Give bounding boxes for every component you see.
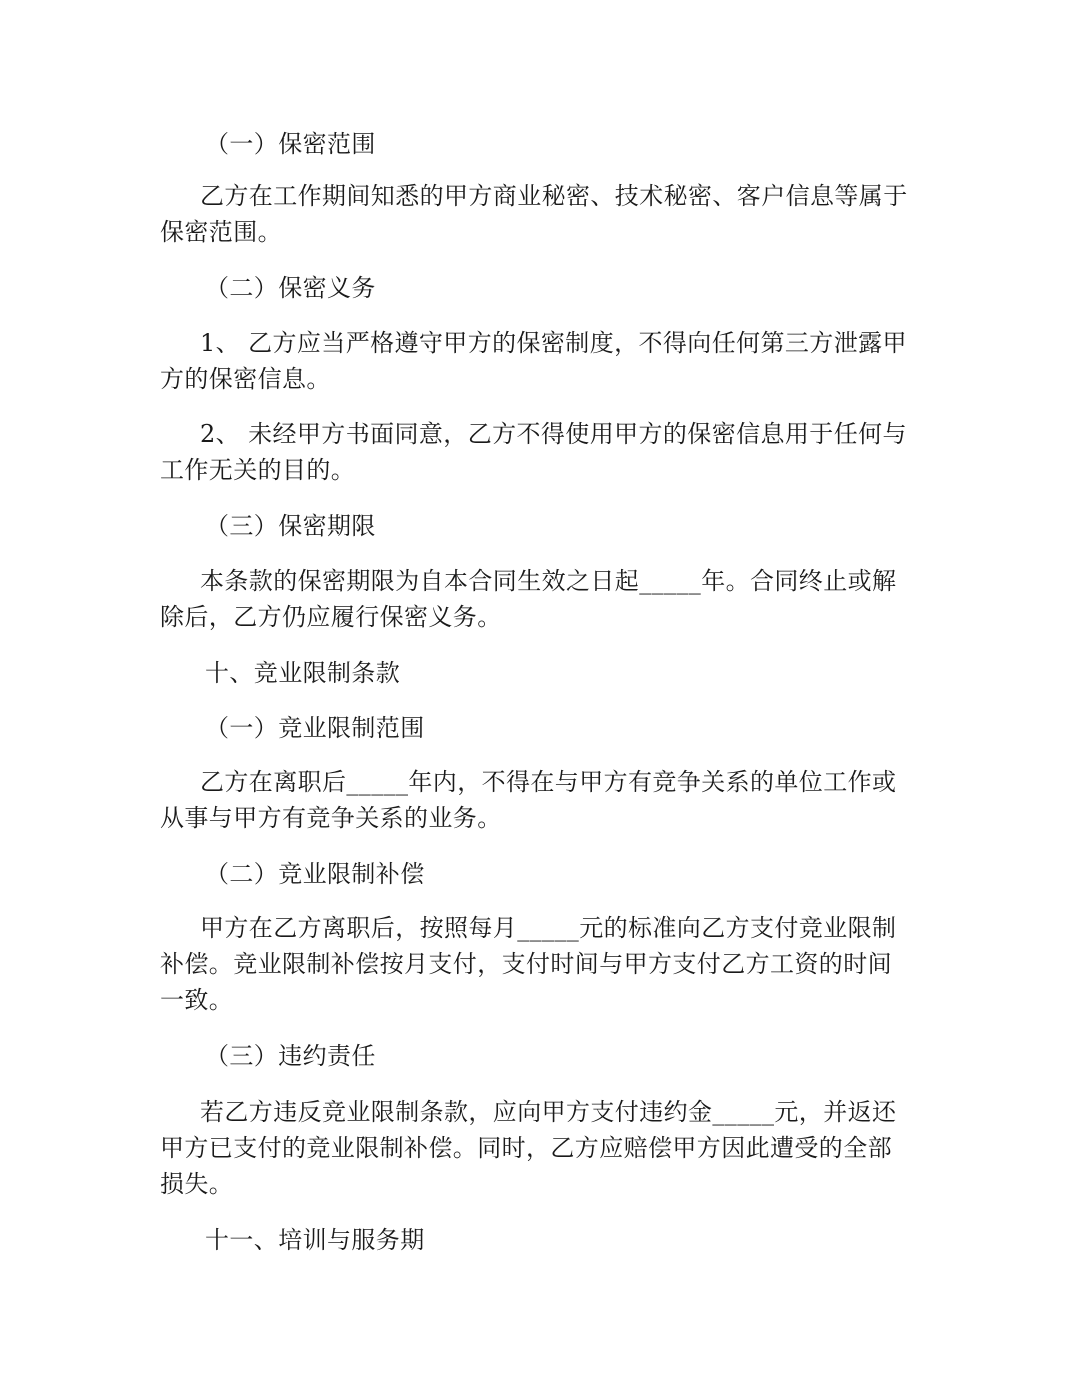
paragraph-line: 若乙方违反竞业限制条款，应向甲方支付违约金_____元，并返还 [200,1098,897,1126]
paragraph-line: 1、 乙方应当严格遵守甲方的保密制度，不得向任何第三方泄露甲 [200,329,907,357]
paragraph-line: 补偿。竞业限制补偿按月支付，支付时间与甲方支付乙方工资的时间 [160,950,892,978]
paragraph-line: 一致。 [160,986,234,1014]
section-heading: （三）违约责任 [205,1042,376,1070]
paragraph [160,910,920,1018]
section-heading: （一）竞业限制范围 [205,714,425,742]
paragraph-line: 损失。 [160,1170,234,1198]
section-heading: （一）保密范围 [205,130,376,158]
paragraph-line: 乙方在离职后_____年内，不得在与甲方有竞争关系的单位工作或 [200,768,897,796]
paragraph-line: 甲方已支付的竞业限制补偿。同时，乙方应赔偿甲方因此遭受的全部 [160,1134,892,1162]
section-heading: （三）保密期限 [205,512,376,540]
paragraph [160,764,920,836]
paragraph-line: 本条款的保密期限为自本合同生效之日起_____年。合同终止或解 [200,567,897,595]
paragraph [160,1094,920,1202]
section-heading: （二）竞业限制补偿 [205,860,425,888]
paragraph-line: 甲方在乙方离职后，按照每月_____元的标准向乙方支付竞业限制 [200,914,897,942]
paragraph-line: 工作无关的目的。 [160,456,356,484]
chapter-heading: 十一、培训与服务期 [205,1226,425,1254]
paragraph [160,563,920,635]
section-heading: （二）保密义务 [205,274,376,302]
paragraph-line: 方的保密信息。 [160,365,331,393]
paragraph-line: 2、 未经甲方书面同意，乙方不得使用甲方的保密信息用于任何与 [200,420,907,448]
list-item [160,325,920,397]
paragraph-line: 乙方在工作期间知悉的甲方商业秘密、技术秘密、客户信息等属于 [200,182,908,210]
paragraph-line: 从事与甲方有竞争关系的业务。 [160,804,502,832]
paragraph [160,178,920,250]
paragraph-line: 保密范围。 [160,218,282,246]
chapter-heading: 十、竞业限制条款 [205,659,401,687]
paragraph-line: 除后，乙方仍应履行保密义务。 [160,603,502,631]
list-item [160,416,920,488]
